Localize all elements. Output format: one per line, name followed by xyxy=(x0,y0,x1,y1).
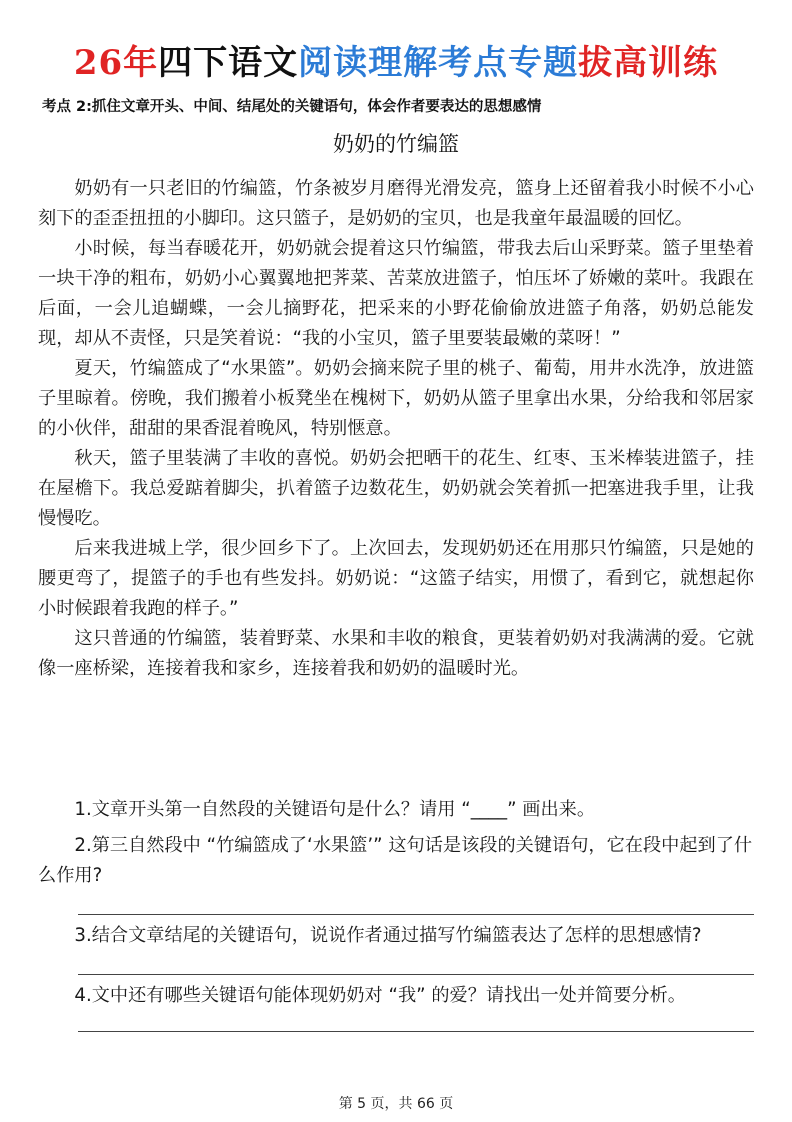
paragraph-6: 这只普通的竹编篮，装着野菜、水果和丰收的粮食，更装着奶奶对我满满的爱。它就像一座桥梁，连接着我和家乡，连接着我和奶奶的温暖时光。 xyxy=(38,628,754,679)
question-section xyxy=(38,795,754,1032)
page-footer: 第 5 页，共 66 页 xyxy=(338,1096,454,1112)
answer-line-2[interactable] xyxy=(78,914,754,915)
title-part-1: 26年 xyxy=(73,43,159,83)
paragraph-2: 小时候，每当春暖花开，奶奶就会提着这只竹编篮，带我去后山采野菜。篮子里垫着一块干净的粗布，奶奶小心翼翼地把荠菜、苦菜放进篮子，怕压坏了娇嫩的菜叶。我跟在后面，一会儿追蝴蝶，一会儿摘野花，把采来的小野花偷偷放进篮子角落，奶奶总能发现，却从不责怪，只是笑着说：“我的小宝贝，篮子里要装最嫩的菜呀！” xyxy=(38,238,754,349)
paragraph-1: 奶奶有一只老旧的竹编篮，竹条被岁月磨得光滑发亮，篮身上还留着我小时候不小心刻下的歪歪扭扭的小脚印。这只篮子，是奶奶的宝贝，也是我童年最温暖的回忆。 xyxy=(38,178,754,229)
question-2: 2.第三自然段中 “竹编篮成了‘水果篮’” 这句话是该段的关键语句，它在段中起到了什么作用? xyxy=(38,835,753,886)
answer-line-4[interactable] xyxy=(78,1031,754,1032)
title-part-2: 四下语文 xyxy=(158,43,299,83)
answer-line-3[interactable] xyxy=(78,974,754,975)
article-title: 奶奶的竹编篮 xyxy=(333,132,459,156)
title-part-3: 阅读理解考点专题 xyxy=(298,43,579,83)
paragraph-5: 后来我进城上学，很少回乡下了。上次回去，发现奶奶还在用那只竹编篮，只是她的腰更弯了，提篮子的手也有些发抖。奶奶说：“这篮子结实，用惯了，看到它，就想起你小时候跟着我跑的样子。” xyxy=(38,538,754,619)
question-1: 1.文章开头第一自然段的关键语句是什么？请用 “____” 画出来。 xyxy=(74,799,596,820)
exam-point: 考点 2:抓住文章开头、中间、结尾处的关键语句，体会作者要表达的思想感情 xyxy=(42,99,542,115)
article-body xyxy=(38,174,754,684)
question-4: 4.文中还有哪些关键语句能体现奶奶对 “我” 的爱？请找出一处并简要分析。 xyxy=(74,985,686,1006)
question-3: 3.结合文章结尾的关键语句，说说作者通过描写竹编篮表达了怎样的思想感情? xyxy=(74,925,702,946)
paragraph-3: 夏天，竹编篮成了“水果篮”。奶奶会摘来院子里的桃子、葡萄，用井水洗净，放进篮子里晾着。傍晚，我们搬着小板凳坐在槐树下，奶奶从篮子里拿出水果，分给我和邻居家的小伙伴，甜甜的果香混着晚风，特别惬意。 xyxy=(38,358,754,439)
title-part-4: 拔高训练 xyxy=(578,43,719,83)
paragraph-4: 秋天，篮子里装满了丰收的喜悦。奶奶会把晒干的花生、红枣、玉米棒装进篮子，挂在屋檐下。我总爱踮着脚尖，扒着篮子边数花生，奶奶就会笑着抓一把塞进我手里，让我慢慢吃。 xyxy=(38,448,754,529)
page-title xyxy=(0,40,792,86)
